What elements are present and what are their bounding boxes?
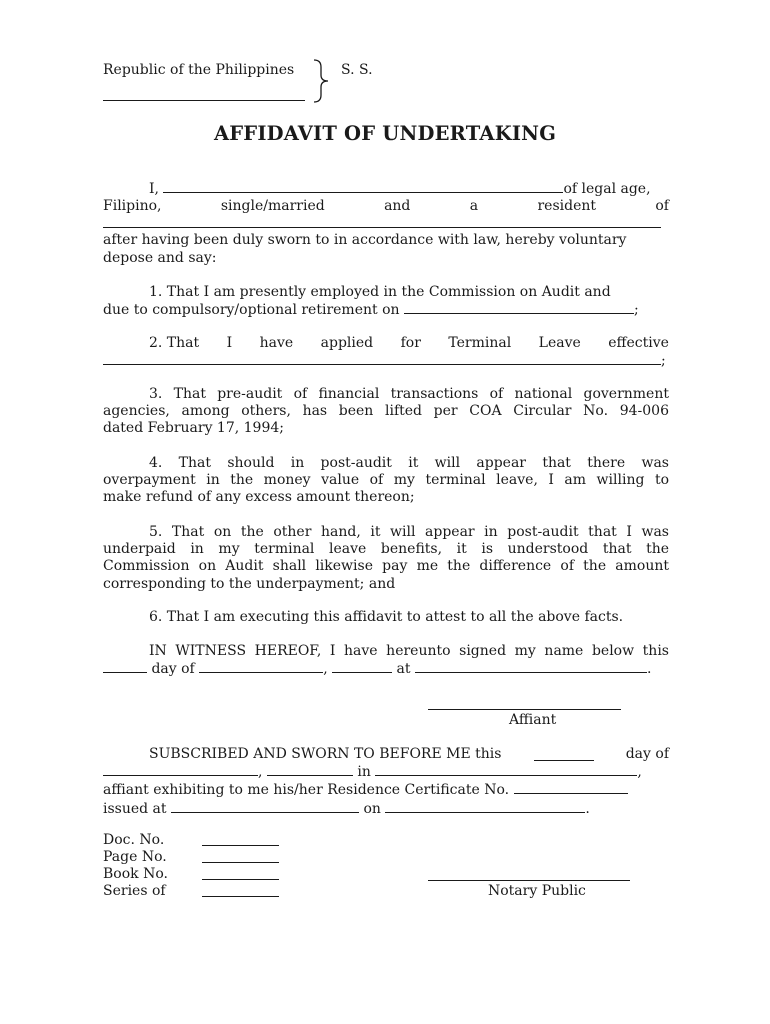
- republic-label: Republic of the Philippines: [103, 62, 295, 78]
- series-label: Series of: [103, 883, 166, 899]
- intro-word: of: [655, 198, 669, 215]
- province-blank: [103, 88, 305, 101]
- effective-date-blank: [103, 352, 661, 365]
- book-no-blank: [202, 867, 279, 880]
- certificate-number-blank: [514, 781, 628, 794]
- subscribed-line-3: [103, 781, 669, 799]
- page-no-blank: [202, 850, 279, 863]
- intro-word: Filipino,: [103, 198, 162, 215]
- doc-no-label: Doc. No.: [103, 832, 165, 848]
- ss-label: S. S.: [341, 62, 373, 78]
- intro-word: and: [384, 198, 411, 215]
- p6-line-1: 6. That I am executing this affidavit to attest to all the above facts.: [149, 609, 624, 625]
- intro-paragraph: [103, 180, 669, 267]
- p2-line-2: [103, 352, 669, 370]
- p4-line-3: make refund of any excess amount thereon;: [103, 489, 415, 506]
- subscribed-in: in: [357, 764, 371, 781]
- intro-word: single/married: [220, 198, 325, 215]
- affiant-signature-line: [428, 697, 621, 710]
- subscribed-comma-2: ,: [637, 764, 642, 781]
- intro-legal-age: of legal age,: [563, 181, 651, 197]
- intro-line-1: [103, 180, 669, 198]
- p1-semicolon: ;: [633, 302, 639, 319]
- p3-line-2: agencies, among others, has been lifted per COA Circular No. 94-006: [103, 403, 669, 420]
- witness-period: .: [646, 661, 652, 678]
- p4-line-2: overpayment in the money value of my terminal leave, I am willing to: [103, 472, 669, 489]
- document-title: AFFIDAVIT OF UNDERTAKING: [213, 122, 557, 145]
- p2-word: Terminal: [448, 335, 512, 351]
- intro-line-2: [103, 198, 669, 215]
- intro-line-5: depose and say:: [103, 249, 217, 266]
- subscribed-place-blank: [375, 763, 637, 776]
- subscribed-line-4: [103, 800, 669, 818]
- page-no-label: Page No.: [103, 849, 167, 865]
- intro-word: a: [469, 198, 479, 215]
- subscribed-comma: ,: [258, 764, 263, 781]
- issued-at-label: issued at: [103, 800, 167, 817]
- p1-text: due to compulsory/optional retirement on: [103, 302, 400, 319]
- notary-label: Notary Public: [488, 883, 586, 899]
- series-blank: [202, 884, 279, 897]
- brace-icon: [311, 58, 331, 104]
- intro-word: resident: [537, 198, 596, 215]
- subscribed-line-1: [103, 746, 669, 763]
- p2-word: 2. That: [149, 335, 200, 351]
- residence-blank: [103, 215, 661, 228]
- paragraph-4: [103, 455, 669, 507]
- p2-word: I: [226, 335, 233, 351]
- retirement-date-blank: [404, 301, 634, 314]
- witness-line-2: [103, 660, 669, 678]
- p2-word: for: [400, 335, 421, 351]
- p2-line-1: [103, 335, 669, 352]
- witness-paragraph: [103, 643, 669, 678]
- doc-no-blank: [202, 833, 279, 846]
- notary-signature-line: [428, 868, 630, 881]
- subscribed-text: SUBSCRIBED AND SWORN TO BEFORE ME this: [149, 746, 502, 762]
- subscribed-month-blank: [103, 763, 258, 776]
- issued-on-blank: [385, 800, 585, 813]
- witness-month-blank: [199, 660, 323, 673]
- issued-at-blank: [171, 800, 359, 813]
- subscribed-day-blank: [534, 748, 594, 761]
- subscribed-certificate-text: affiant exhibiting to me his/her Residence Certificate No.: [103, 782, 510, 799]
- affiant-label: Affiant: [509, 712, 557, 728]
- p2-word: applied: [320, 335, 374, 351]
- witness-day-blank: [103, 660, 147, 673]
- issued-on-label: on: [363, 800, 381, 817]
- p2-semicolon: ;: [661, 353, 666, 370]
- subscribed-period: .: [585, 800, 590, 817]
- witness-year-blank: [332, 660, 392, 673]
- p1-line-1: 1. That I am presently employed in the Commission on Audit and: [149, 284, 611, 300]
- p5-line-2: underpaid in my terminal leave benefits, it is understood that the: [103, 541, 669, 558]
- subscribed-day-of: day of: [625, 746, 669, 762]
- p2-word: have: [259, 335, 294, 351]
- book-no-label: Book No.: [103, 866, 168, 882]
- paragraph-2: [103, 335, 669, 370]
- subscribed-year-blank: [267, 763, 353, 776]
- intro-line-4: after having been duly sworn to in accordance with law, hereby voluntary: [103, 232, 627, 249]
- p2-word: Leave: [538, 335, 581, 351]
- name-blank: [163, 180, 563, 193]
- intro-line-3: [103, 215, 669, 232]
- p5-line-4: corresponding to the underpayment; and: [103, 575, 396, 592]
- subscribed-line-2: [103, 763, 669, 781]
- p5-line-3: Commission on Audit shall likewise pay me the difference of the amount: [103, 558, 669, 575]
- paragraph-6: [103, 609, 669, 626]
- subscribed-paragraph: [103, 746, 669, 818]
- p3-line-1: 3. That pre-audit of financial transactions of national government: [149, 386, 669, 402]
- intro-i: I,: [149, 181, 159, 197]
- p2-word: effective: [608, 335, 669, 351]
- p1-line-2: [103, 301, 669, 319]
- p4-line-1: 4. That should in post-audit it will appear that there was: [149, 455, 669, 471]
- paragraph-1: [103, 284, 669, 319]
- witness-day-of: day of: [151, 661, 195, 678]
- witness-at: at: [396, 661, 411, 678]
- witness-line-1: IN WITNESS HEREOF, I have hereunto signed my name below this: [149, 643, 669, 659]
- paragraph-5: [103, 524, 669, 593]
- paragraph-3: [103, 386, 669, 438]
- p5-line-1: 5. That on the other hand, it will appear in post-audit that I was: [149, 524, 669, 540]
- witness-comma: ,: [323, 661, 328, 678]
- p3-line-3: dated February 17, 1994;: [103, 420, 284, 437]
- witness-place-blank: [415, 660, 647, 673]
